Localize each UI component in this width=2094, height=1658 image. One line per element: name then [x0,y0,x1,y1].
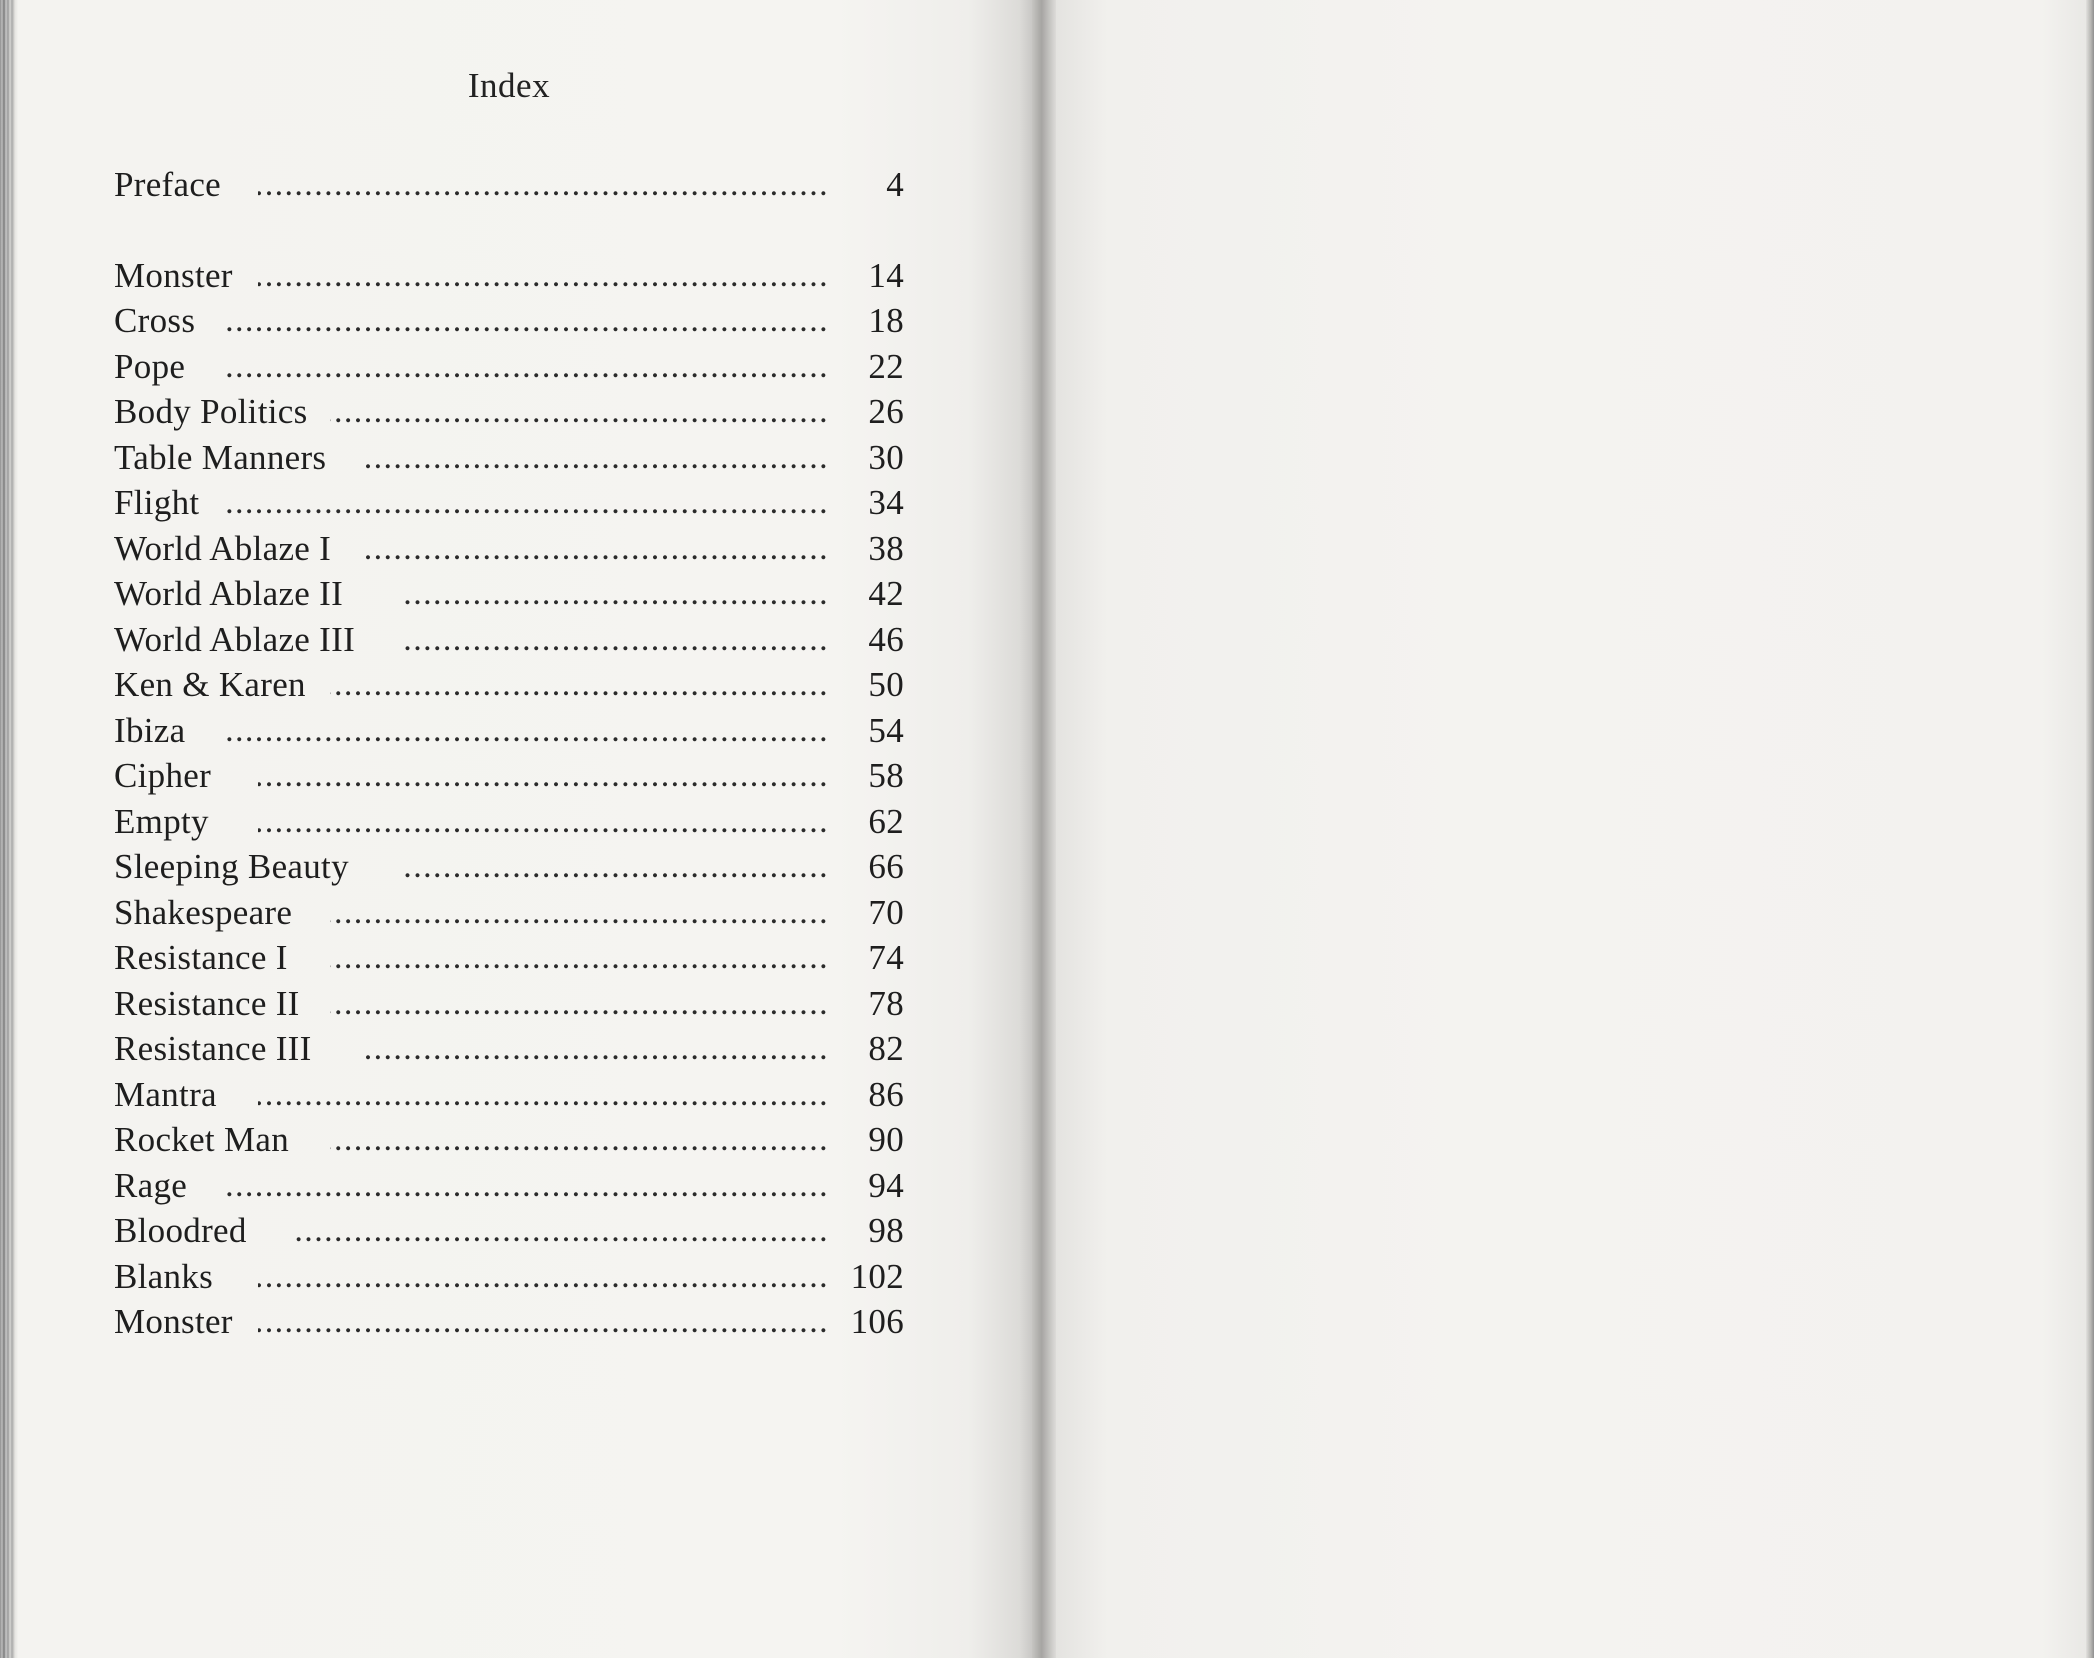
index-entry-page: 58 [868,756,904,795]
index-entry [114,935,904,980]
index-entry-page: 98 [868,1211,904,1250]
index-entry [114,571,904,616]
index-entry-page: 42 [868,574,904,613]
index-entry [114,526,904,571]
index-entry-page: 18 [868,301,904,340]
dot-leader [330,890,829,935]
index-entry [114,435,904,480]
index-entry [114,1163,904,1208]
index-entry-label: Resistance III [114,1029,312,1068]
dot-leader [330,935,829,980]
index-entry-page: 62 [868,802,904,841]
index-entry-label: Pope [114,347,186,386]
index-entry-page: 22 [868,347,904,386]
index-entry [114,799,904,844]
index-entry-label: Rage [114,1166,188,1205]
index-entry [114,753,904,798]
dot-leader [222,1163,829,1208]
page-edge [2086,0,2094,1658]
index-entry [114,162,904,207]
index-entry-label: Monster [114,256,233,295]
page-title: Index [467,66,551,105]
dot-leader [258,253,829,298]
index-entry-label: Empty [114,802,209,841]
index-entry-label: Bloodred [114,1211,247,1250]
dot-leader [258,799,829,844]
index-entry-label: Body Politics [114,392,308,431]
index-entry [114,298,904,343]
dot-leader [366,1026,829,1071]
index-entry [114,389,904,434]
index-entry-label: Cipher [114,756,212,795]
index-entry [114,981,904,1026]
index-entry [114,890,904,935]
dot-leader [222,344,829,389]
dot-leader [258,162,829,207]
index-entry-label: Resistance I [114,938,288,977]
index-entry-label: Monster [114,1302,233,1341]
index-entry-label: Shakespeare [114,893,293,932]
index-entry-label: Sleeping Beauty [114,847,349,886]
book-edge [0,0,18,1658]
dot-leader [222,480,829,525]
index-entry [114,1299,904,1344]
dot-leader [330,662,829,707]
dot-leader [402,617,829,662]
index-entry-page: 30 [868,438,904,477]
index-entry-page: 94 [868,1166,904,1205]
dot-leader [222,298,829,343]
index-entry [114,844,904,889]
index-entry-page: 38 [868,529,904,568]
index-entry-page: 34 [868,483,904,522]
index-entry-label: World Ablaze II [114,574,344,613]
right-page [1056,0,2094,1658]
index-entry-label: Flight [114,483,200,522]
dot-leader [330,1117,829,1162]
index-entry-page: 70 [868,893,904,932]
index-entry-page: 106 [850,1302,904,1341]
index-entry-label: Ibiza [114,711,186,750]
index-entry-label: Preface [114,165,222,204]
index-entry-page: 78 [868,984,904,1023]
dot-leader [330,389,829,434]
index-entry-page: 90 [868,1120,904,1159]
index-entry-page: 54 [868,711,904,750]
index-entry-label: Cross [114,301,196,340]
index-entry [114,1254,904,1299]
index-entry-page: 86 [868,1075,904,1114]
index-entry [114,1117,904,1162]
dot-leader [366,435,829,480]
dot-leader [402,571,829,616]
index-entry-page: 14 [868,256,904,295]
left-page [18,0,1040,1658]
index-entry-label: Resistance II [114,984,300,1023]
dot-leader [258,1254,829,1299]
index-entry-page: 46 [868,620,904,659]
dot-leader [402,844,829,889]
index-entry-page: 50 [868,665,904,704]
index-entry [114,480,904,525]
dot-leader [222,708,829,753]
index-entry [114,617,904,662]
index-entry-label: World Ablaze III [114,620,356,659]
index-entry [114,1208,904,1253]
index-entry-label: Blanks [114,1257,214,1296]
index-entry [114,1026,904,1071]
book-gutter [1032,0,1056,1658]
index-entry-page: 82 [868,1029,904,1068]
index-entry-page: 102 [850,1257,904,1296]
index-entry-page: 4 [886,165,904,204]
index-entry-label: Table Manners [114,438,327,477]
index-list [114,0,904,1658]
index-entry [114,253,904,298]
dot-leader [258,1072,829,1117]
index-entry-page: 66 [868,847,904,886]
index-entry-label: World Ablaze I [114,529,332,568]
dot-leader [294,1208,829,1253]
index-entry [114,662,904,707]
index-entry [114,1072,904,1117]
index-entry-label: Ken & Karen [114,665,306,704]
index-entry [114,344,904,389]
dot-leader [258,753,829,798]
index-entry [114,708,904,753]
index-entry-page: 26 [868,392,904,431]
dot-leader [366,526,829,571]
index-entry-label: Rocket Man [114,1120,290,1159]
dot-leader [330,981,829,1026]
index-entry-page: 74 [868,938,904,977]
index-entry-label: Mantra [114,1075,217,1114]
dot-leader [258,1299,829,1344]
